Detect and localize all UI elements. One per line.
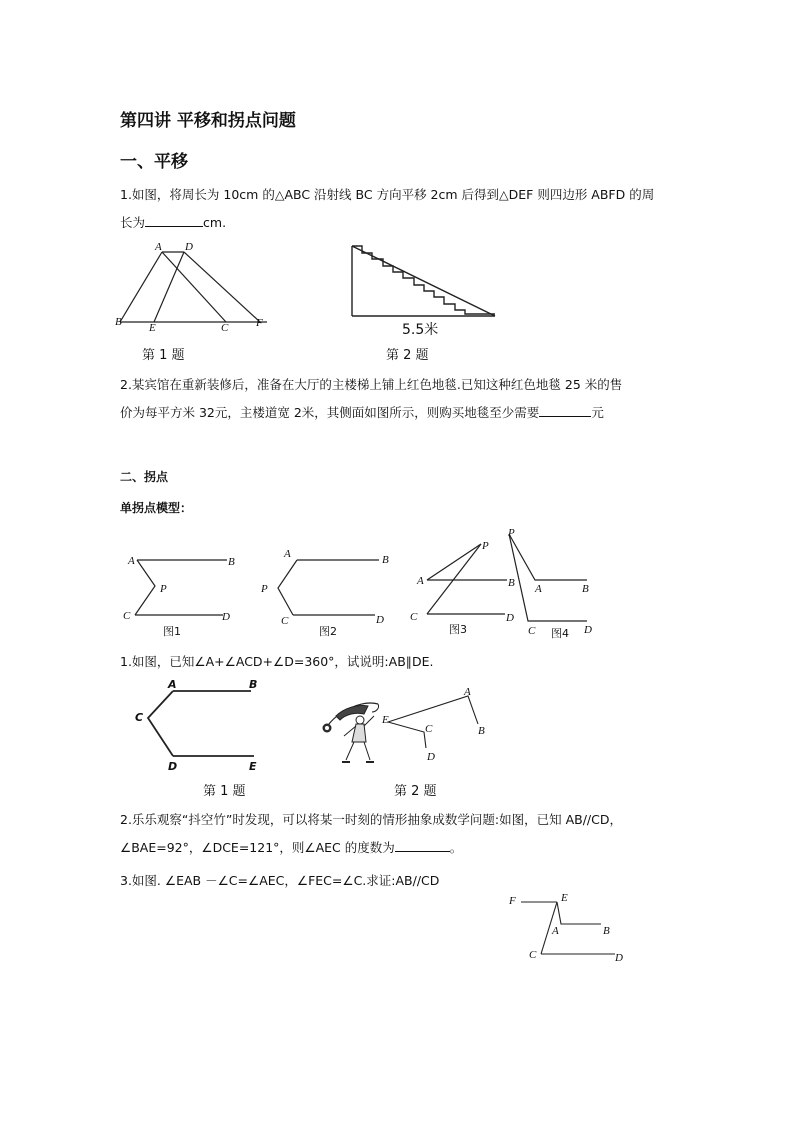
dimension-label: 5.5米	[402, 322, 439, 338]
fig4-label-A: A	[535, 583, 542, 595]
section-heading-turning-point: 二、拐点	[120, 470, 169, 484]
fig4-label-B: B	[582, 583, 589, 595]
practice-2-prefix: ∠BAE=92°，∠DCE=121°，则∠AEC 的度数为	[120, 840, 395, 855]
figure-practice-3	[505, 888, 635, 968]
fig2-label-A: A	[284, 548, 291, 560]
fig3-label-A: A	[417, 575, 424, 587]
figure-single-turn-models	[115, 528, 595, 643]
label-E: E	[249, 760, 257, 773]
label-F: F	[509, 895, 516, 907]
caption-practice-1: 第 1 题	[203, 784, 246, 799]
question-1-suffix: cm.	[203, 215, 227, 230]
label-E: E	[149, 322, 156, 334]
fig3-label-B: B	[508, 577, 515, 589]
label-D: D	[185, 241, 193, 253]
fig1-label-P: P	[160, 583, 167, 595]
fig4-label-P: P	[508, 528, 515, 539]
question-2-suffix: 元	[591, 405, 604, 420]
question-2-prefix: 价为每平方米 32元，主楼道宽 2米，其侧面如图所示，则购买地毯至少需要	[120, 405, 540, 420]
caption-figure-q1: 第 1 题	[142, 348, 185, 363]
label-C: C	[221, 322, 229, 334]
label-A: A	[155, 241, 162, 253]
caption-figure-q2: 第 2 题	[386, 348, 429, 363]
fig1-caption: 图1	[163, 625, 181, 638]
lesson-title: 第四讲 平移和拐点问题	[120, 111, 296, 131]
question-1-line2	[120, 209, 690, 237]
fig3-label-D: D	[506, 612, 514, 624]
question-2	[120, 371, 690, 427]
label-D: D	[615, 952, 623, 964]
label-B: B	[115, 316, 122, 328]
fig4-label-D: D	[584, 624, 592, 636]
label-A: A	[552, 925, 559, 937]
label-A: A	[464, 686, 471, 698]
fig1-label-B: B	[228, 556, 235, 568]
label-E: E	[382, 714, 389, 726]
figure-practice-2	[318, 684, 498, 774]
label-E: E	[561, 892, 568, 904]
practice-3: 3.如图. ∠EAB －∠C=∠AEC，∠FEC=∠C.求证:AB//CD	[120, 873, 440, 888]
fig2-label-B: B	[382, 554, 389, 566]
answer-blank	[395, 839, 450, 852]
fig1-label-D: D	[222, 611, 230, 623]
label-D: D	[168, 760, 178, 773]
label-D: D	[427, 751, 435, 763]
label-B: B	[603, 925, 610, 937]
answer-blank	[145, 214, 203, 227]
fig4-caption: 图4	[551, 627, 569, 640]
fig2-caption: 图2	[319, 625, 337, 638]
fig2-label-D: D	[376, 614, 384, 626]
caption-practice-2: 第 2 题	[394, 784, 437, 799]
practice-2-suffix: 。	[449, 840, 463, 855]
practice-2	[120, 806, 690, 862]
fig3-label-P: P	[482, 540, 489, 552]
label-C: C	[135, 711, 144, 724]
fig2-label-C: C	[281, 615, 289, 627]
label-F: F	[256, 317, 263, 329]
label-A: A	[168, 678, 177, 691]
fig1-label-A: A	[128, 555, 135, 567]
subheading-single-turn-model: 单拐点模型：	[120, 501, 193, 515]
answer-blank	[539, 404, 591, 417]
figure-staircase	[345, 238, 505, 338]
label-B: B	[478, 725, 485, 737]
question-2-line1: 2.某宾馆在重新装修后，准备在大厅的主楼梯上铺上红色地毯.已知这种红色地毯 25 米的售	[120, 377, 623, 392]
question-2-line2	[120, 399, 690, 427]
label-C: C	[529, 949, 537, 961]
figure-translation-triangle	[112, 238, 272, 338]
question-1-prefix: 长为	[120, 215, 146, 230]
fig3-label-C: C	[410, 611, 418, 623]
section-heading-translation: 一、平移	[120, 152, 188, 172]
fig4-label-C: C	[528, 625, 536, 637]
practice-1: 1.如图，已知∠A+∠ACD+∠D=360°，试说明:AB∥DE.	[120, 654, 434, 669]
fig3-caption: 图3	[449, 623, 467, 636]
diabolo-player-illustration	[323, 703, 379, 762]
practice-2-line1: 2.乐乐观察“抖空竹”时发现，可以将某一时刻的情形抽象成数学问题:如图，已知 AB//CD，	[120, 812, 622, 827]
practice-2-line2	[120, 834, 690, 862]
fig1-label-C: C	[123, 610, 131, 622]
label-B: B	[249, 678, 258, 691]
question-1-line1: 1.如图，将周长为 10cm 的△ABC 沿射线 BC 方向平移 2cm 后得到△DEF 则四边形 ABFD 的周	[120, 187, 655, 202]
label-C: C	[425, 723, 433, 735]
question-1	[120, 181, 690, 237]
figure-practice-1	[128, 676, 268, 776]
fig2-label-P: P	[261, 583, 268, 595]
